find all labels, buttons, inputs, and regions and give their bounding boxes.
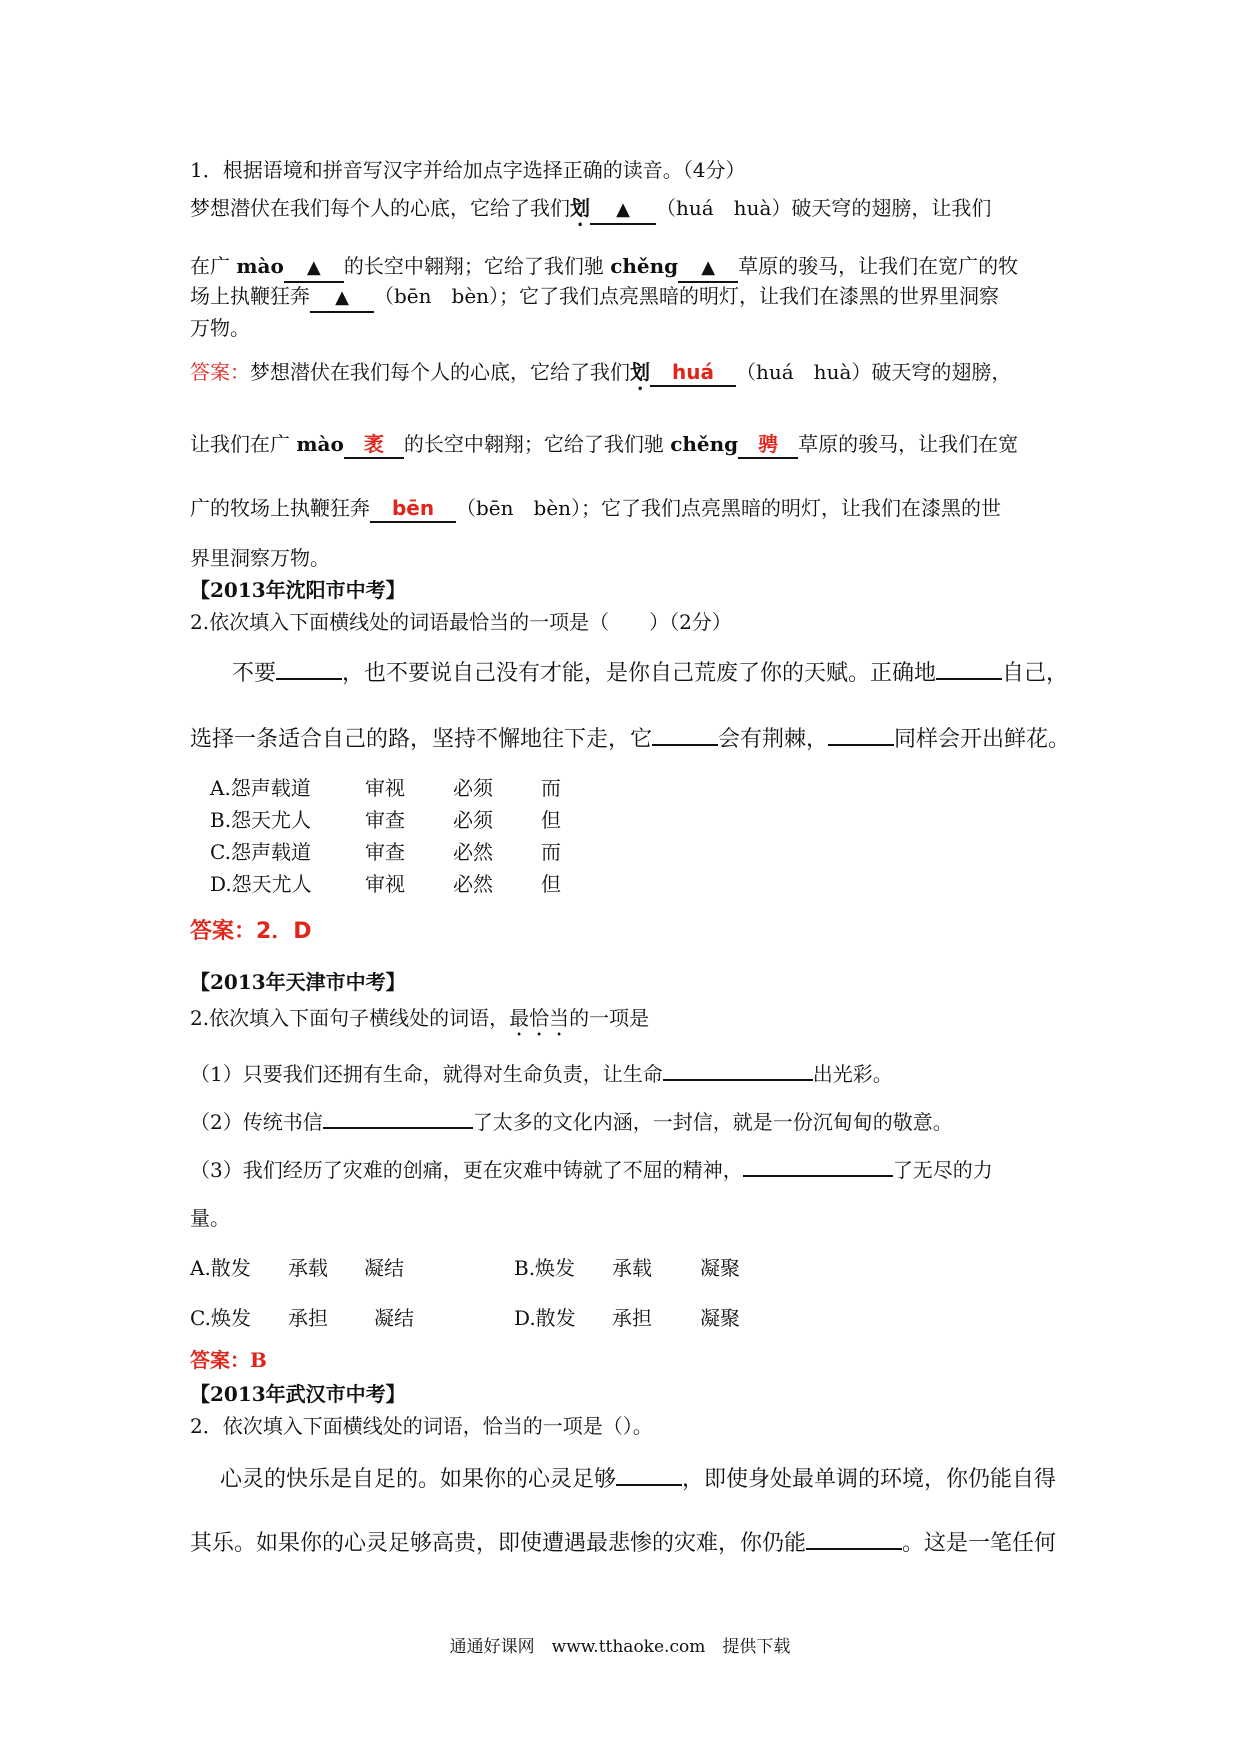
q3-sentence-2 — [190, 1108, 1060, 1136]
q3-options-row-2 — [190, 1304, 1060, 1332]
q2-opt-d-w2: 审视 — [365, 872, 405, 896]
q1-a2-tail: 草原的骏马，让我们在宽 — [798, 432, 1019, 456]
q2-opt-c-w3: 必然 — [453, 840, 493, 864]
q1-answer-ben: bēn — [370, 495, 456, 523]
q2-option-a — [210, 774, 1080, 802]
q1-l2-mid: 的长空中翱翔；它给了我们驰 — [343, 254, 611, 278]
q1-answer-huá: huá — [650, 359, 736, 387]
q3-s2-b: 了太多的文化内涵，一封信，就是一份沉甸甸的敬意。 — [472, 1110, 953, 1134]
q4-para-line-2 — [190, 1530, 1060, 1558]
q1-line-2 — [190, 252, 1060, 283]
q2-opt-a-w1: A.怨声载道 — [210, 776, 311, 800]
q3-opt-a-w3: 凝结 — [364, 1256, 404, 1280]
q3-answer: 答案：B — [190, 1348, 267, 1372]
q3-sentence-3-cont: 量。 — [190, 1206, 230, 1230]
q2-opt-a-w4: 而 — [541, 776, 561, 800]
q1-l1-text: 梦想潜伏在我们每个人的心底，它给了我们 — [190, 196, 570, 220]
q1-l1-char: 划 — [570, 196, 590, 220]
q2-blank-2 — [936, 678, 1002, 680]
q4-p1-b: ，即使身处最单调的环境，你仍能自得 — [682, 1467, 1057, 1492]
q1-answer-line-1 — [190, 358, 1060, 395]
q2-opt-b-w2: 审查 — [365, 808, 405, 832]
q3-blank-2 — [323, 1127, 473, 1129]
q1-line-3 — [190, 282, 1060, 313]
q2-opt-b-w4: 但 — [541, 808, 561, 832]
q3-opt-d-w2: 承担 — [612, 1306, 652, 1330]
q4-title: 2．依次填入下面横线处的词语，恰当的一项是（）。 — [190, 1414, 653, 1438]
q1-a3-text: 广的牧场上执鞭狂奔 — [190, 496, 370, 520]
q4-blank-1 — [616, 1484, 682, 1486]
q1-a1-text: 梦想潜伏在我们每个人的心底，它给了我们 — [250, 360, 630, 384]
q2-opt-b-w1: B.怨天尤人 — [210, 808, 312, 832]
q1-blank-1: ▲ — [590, 197, 656, 225]
q2-answer: 答案：2．D — [190, 919, 312, 944]
q1-answer-line-4: 界里洞察万物。 — [190, 546, 330, 570]
q1-answer-line-2 — [190, 430, 1060, 459]
q1-l1-tail: （huá huà）破天穹的翅膀，让我们 — [656, 196, 992, 220]
q3-title-dotted: 最恰当 — [509, 1006, 570, 1030]
q1-blank-4: ▲ — [310, 285, 374, 313]
q1-blank-2: ▲ — [284, 255, 344, 283]
q1-l3-tail: （bēn bèn）；它了我们点亮黑暗的明灯，让我们在漆黑的世界里洞察 — [374, 284, 1000, 308]
q1-a3-tail: （bēn bèn）；它了我们点亮黑暗的明灯，让我们在漆黑的世 — [456, 496, 1002, 520]
q2-title: 2.依次填入下面横线处的词语最恰当的一项是（ ）（2分） — [190, 610, 732, 634]
q1-answer-line-3 — [190, 494, 1060, 523]
q3-opt-c-w3: 凝结 — [374, 1306, 414, 1330]
q3-blank-1 — [663, 1079, 813, 1081]
q3-title-b: 的一项是 — [569, 1006, 650, 1030]
q2-para-line-2 — [190, 726, 1071, 754]
q1-a2-text: 让我们在广 — [190, 432, 297, 456]
q2-opt-d-w4: 但 — [541, 872, 561, 896]
q2-para-line-1 — [232, 660, 1102, 688]
q3-blank-3 — [743, 1175, 893, 1177]
q1-title: 1．根据语境和拼音写汉字并给加点字选择正确的读音。（4分） — [190, 158, 746, 182]
q3-title — [190, 1004, 1060, 1041]
q2-option-b — [210, 806, 1080, 834]
q4-p1-a: 心灵的快乐是自足的。如果你的心灵足够 — [220, 1467, 617, 1492]
q1-a2-pinyin-cheng: chěng — [670, 432, 739, 456]
page-footer: 通通好课网 www.tthaoke.com 提供下载 — [449, 1637, 791, 1657]
q3-s1-a: （1）只要我们还拥有生命，就得对生命负责，让生命 — [190, 1062, 663, 1086]
q2-p2-a: 选择一条适合自己的路，坚持不懈地往下走，它 — [190, 727, 653, 752]
q3-opt-a-w2: 承载 — [288, 1256, 328, 1280]
q4-para-line-1 — [220, 1466, 1090, 1494]
q3-opt-c-w2: 承担 — [288, 1306, 328, 1330]
q2-opt-b-w3: 必须 — [453, 808, 493, 832]
q1-a2-pinyin-mao: mào — [296, 432, 344, 456]
q3-opt-d-w1: D.散发 — [514, 1306, 576, 1330]
q2-p1-a: 不要 — [232, 661, 277, 686]
q3-opt-c-w1: C.焕发 — [190, 1306, 251, 1330]
q2-option-c — [210, 838, 1080, 866]
q1-l2-tail: 草原的骏马，让我们在宽广的牧 — [738, 254, 1019, 278]
q3-opt-b-w1: B.焕发 — [514, 1256, 576, 1280]
q1-l2-text: 在广 — [190, 254, 237, 278]
q2-opt-c-w1: C.怨声载道 — [210, 840, 311, 864]
q1-a2-mid: 的长空中翱翔；它给了我们驰 — [403, 432, 671, 456]
q1-line-1 — [190, 194, 1060, 231]
q2-p1-b: ，也不要说自己没有才能，是你自己荒废了你的天赋。正确地 — [342, 661, 937, 686]
q2-p1-c: 自己， — [1002, 661, 1069, 686]
q2-blank-4 — [828, 744, 894, 746]
q2-opt-d-w1: D.怨天尤人 — [210, 872, 312, 896]
q4-blank-2 — [806, 1548, 902, 1550]
q2-opt-d-w3: 必然 — [453, 872, 493, 896]
q2-p2-c: 同样会开出鲜花。 — [894, 727, 1071, 752]
q3-s1-b: 出光彩。 — [812, 1062, 893, 1086]
q3-opt-a-w1: A.散发 — [190, 1256, 251, 1280]
q4-p2-b: 。这是一笔任何 — [902, 1531, 1057, 1556]
q3-heading: 【2013年天津市中考】 — [190, 970, 406, 994]
q3-options-row-1 — [190, 1254, 1060, 1282]
q1-line-4: 万物。 — [190, 316, 250, 340]
q1-answer-cheng: 骋 — [738, 431, 798, 459]
q2-option-d — [210, 870, 1080, 898]
q3-sentence-3 — [190, 1156, 1060, 1184]
q1-l3-text: 场上执鞭狂奔 — [190, 284, 310, 308]
q2-blank-1 — [276, 678, 342, 680]
q2-opt-a-w2: 审视 — [365, 776, 405, 800]
q3-title-a: 2.依次填入下面句子横线处的词语， — [190, 1006, 510, 1030]
q1-pinyin-mao: mào — [236, 254, 284, 278]
q2-blank-3 — [652, 744, 718, 746]
q3-s3-b: 了无尽的力 — [892, 1158, 993, 1182]
q1-pinyin-cheng: chěng — [610, 254, 679, 278]
q1-blank-3: ▲ — [678, 255, 738, 283]
q2-heading: 【2013年沈阳市中考】 — [190, 578, 406, 602]
q2-p2-b: 会有荆棘， — [718, 727, 829, 752]
q1-answer-mao: 袤 — [344, 431, 404, 459]
q3-opt-b-w2: 承载 — [612, 1256, 652, 1280]
q3-sentence-1 — [190, 1060, 1060, 1088]
q4-p2-a: 其乐。如果你的心灵足够高贵，即使遭遇最悲惨的灾难，你仍能 — [190, 1531, 807, 1556]
q2-opt-c-w2: 审查 — [365, 840, 405, 864]
q1-a1-char: 划 — [630, 360, 650, 384]
q2-opt-a-w3: 必须 — [453, 776, 493, 800]
q1-a1-tail: （huá huà）破天穹的翅膀， — [736, 360, 1012, 384]
q2-opt-c-w4: 而 — [541, 840, 561, 864]
q3-s2-a: （2）传统书信 — [190, 1110, 323, 1134]
q3-s3-a: （3）我们经历了灾难的创痛，更在灾难中铸就了不屈的精神， — [190, 1158, 743, 1182]
q1-answer-label: 答案： — [190, 360, 250, 384]
q3-opt-b-w3: 凝聚 — [700, 1256, 740, 1280]
q4-heading: 【2013年武汉市中考】 — [190, 1382, 406, 1406]
q3-opt-d-w3: 凝聚 — [700, 1306, 740, 1330]
